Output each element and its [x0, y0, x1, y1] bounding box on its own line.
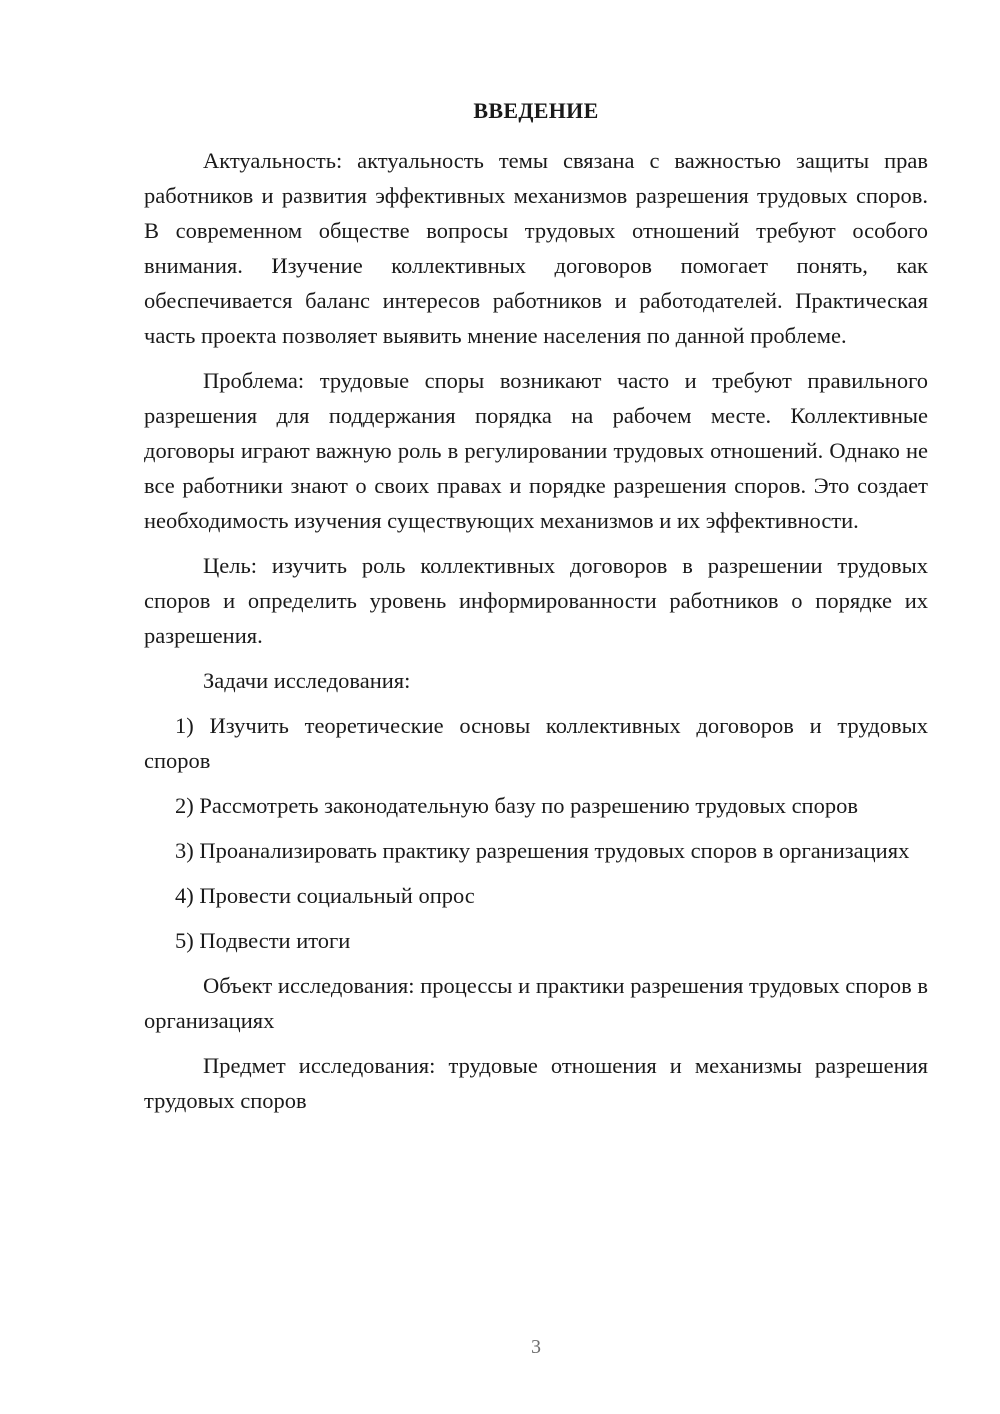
task-list-item-2: 2) Рассмотреть законодательную базу по разрешению трудовых споров [175, 793, 858, 818]
paragraph-relevance: Актуальность: актуальность темы связана с важностью защиты прав работников и развития эффективных механизмов разрешения трудовых споров. В современном обществе вопросы трудовых отношений требуют особого внимания. Изучение коллективных договоров помогает понять, как обеспечивается баланс интересов работников и работодателей. Практическая часть проекта позволяет выявить мнение населения по данной проблеме. [144, 148, 928, 348]
task-list-item-3: 3) Проанализировать практику разрешения трудовых споров в организациях [175, 838, 910, 863]
paragraph-research-subject: Предмет исследования: трудовые отношения и механизмы разрешения трудовых споров [144, 1053, 928, 1113]
task-list-item-1: 1) Изучить теоретические основы коллективных договоров и трудовых споров [144, 713, 928, 773]
page-heading: ВВЕДЕНИЕ [473, 98, 599, 123]
paragraph-goal: Цель: изучить роль коллективных договоров в разрешении трудовых споров и определить уровень информированности работников о порядке их разрешения. [144, 553, 928, 648]
paragraph-research-object: Объект исследования: процессы и практики разрешения трудовых споров в организациях [144, 973, 928, 1033]
task-list-item-5: 5) Подвести итоги [175, 928, 351, 953]
task-list-item-4: 4) Провести социальный опрос [175, 883, 475, 908]
paragraph-tasks-heading: Задачи исследования: [203, 668, 411, 693]
page-number: 3 [531, 1336, 541, 1358]
paragraph-problem: Проблема: трудовые споры возникают часто и требуют правильного разрешения для поддержания порядка на рабочем месте. Коллективные договоры играют важную роль в регулировании трудовых отношений. Однако не все работники знают о своих правах и порядке разрешения споров. Это создает необходимость изучения существующих механизмов и их эффективности. [144, 368, 928, 533]
page-body [144, 143, 928, 1118]
